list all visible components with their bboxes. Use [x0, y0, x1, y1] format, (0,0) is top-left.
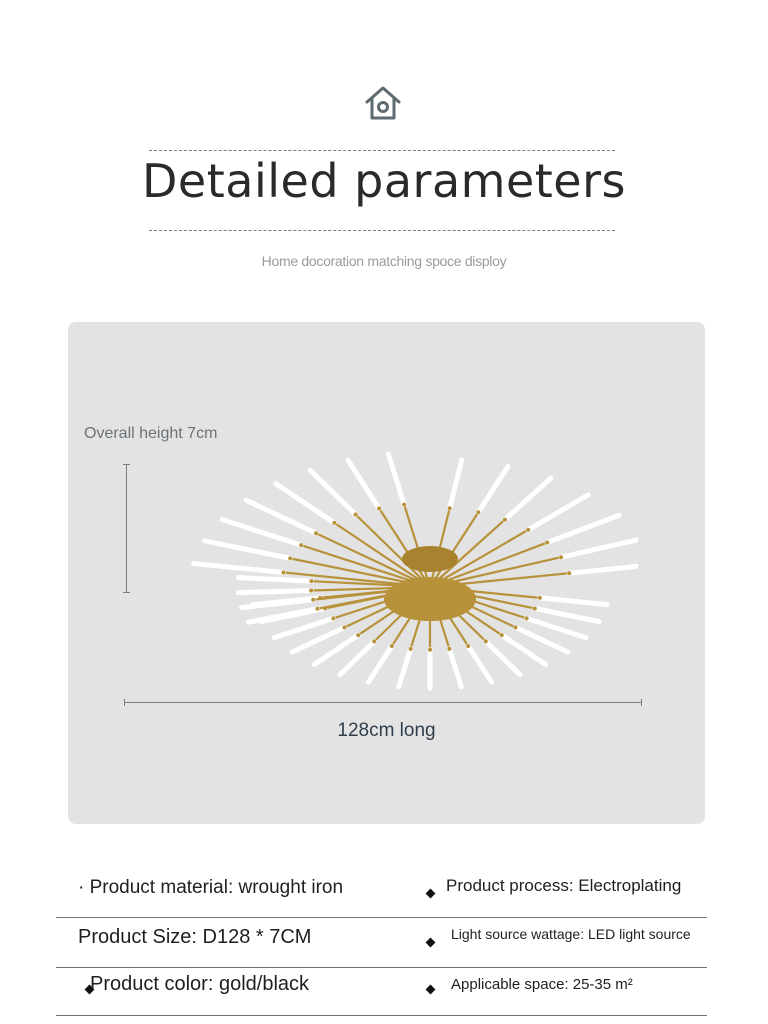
lamp-arm-joint [288, 556, 292, 560]
spec-material [78, 877, 343, 899]
lamp-canopy [384, 577, 476, 621]
lamp-arm-tip [194, 564, 284, 573]
lamp-arm-joint [311, 598, 315, 602]
lamp-arm-joint [377, 506, 381, 510]
lamp-arm-joint [354, 513, 358, 517]
lamp-arm-tip [368, 646, 391, 682]
diamond-bullet-icon [426, 889, 436, 899]
spec-space: Applicable space: 25-35 m² [451, 976, 633, 993]
lamp-arm-joint [299, 543, 303, 547]
lamp-arm-tip [569, 565, 638, 573]
lamp-arm-joint [500, 633, 504, 637]
lamp-arm-joint [343, 625, 347, 629]
diamond-bullet-icon [426, 938, 436, 948]
lamp-arm-joint [309, 579, 313, 583]
lamp-arm-joint [390, 644, 394, 648]
lamp-arm-tip [561, 539, 638, 557]
lamp-arm-joint [309, 589, 313, 593]
lamp-arm-tip [348, 460, 379, 508]
title-divider-bottom [149, 230, 615, 231]
page-subtitle: Home docoration matching spoce disploy [261, 253, 507, 269]
lamp-arm-joint [448, 506, 452, 510]
page-title: Detailed parameters [142, 154, 626, 208]
lamp-arm-tip [540, 598, 607, 605]
height-label: Overall height 7cm [84, 425, 218, 442]
lamp-arm-joint [503, 518, 507, 522]
lamp-arm-tip [478, 466, 508, 512]
spec-process: Product process: Electroplating [446, 876, 682, 895]
lamp-arm-joint [428, 648, 432, 652]
lamp-arm-joint [281, 570, 285, 574]
length-label: 128cm long [337, 720, 436, 741]
spec-divider [56, 917, 707, 918]
lamp-arm-tip [449, 649, 461, 687]
lamp-arm-joint [559, 555, 563, 559]
lamp-arm-tip [399, 649, 411, 687]
lamp-arm-joint [331, 616, 335, 620]
lamp-arm-joint [447, 647, 451, 651]
spec-color: Product color: gold/black [90, 973, 310, 995]
lamp-arm-joint [466, 644, 470, 648]
height-dimension-line [126, 464, 127, 592]
lamp-arm-joint [545, 541, 549, 545]
lamp-arm-tip [388, 454, 404, 505]
lamp-arm-joint [513, 625, 517, 629]
lamp-arm-tip [505, 478, 551, 519]
dimension-panel [68, 322, 705, 824]
lamp-arm-tip [450, 460, 462, 508]
lamp-arm-joint [332, 521, 336, 525]
title-divider-top [149, 150, 615, 151]
lamp-arm-joint [533, 606, 537, 610]
lamp-arm-joint [314, 531, 318, 535]
lamp-arm-tip [310, 470, 356, 514]
lamp-arm-joint [567, 571, 571, 575]
lamp-arm-joint [402, 503, 406, 507]
lamp-arm-joint [525, 616, 529, 620]
ceiling-lamp-illustration [138, 417, 638, 697]
lamp-arm-tip [238, 591, 311, 593]
lamp-arm-joint [356, 633, 360, 637]
lamp-arm-tip [248, 609, 317, 622]
lamp-arm-tip [204, 541, 290, 559]
lamp-arm-joint [538, 596, 542, 600]
house-icon [364, 84, 402, 124]
lamp-arm-joint [315, 607, 319, 611]
diamond-bullet-icon [426, 985, 436, 995]
lamp-arm-tip [547, 515, 619, 542]
height-line-cap-bottom [123, 592, 130, 593]
spec-size: Product Size: D128 * 7CM [78, 926, 312, 948]
bullet-dot: · [78, 877, 90, 898]
lamp-arm-tip [528, 495, 588, 530]
lamp-arm-joint [409, 647, 413, 651]
spec-divider [56, 967, 707, 968]
lamp-arm-joint [476, 510, 480, 514]
lamp-arm-joint [526, 528, 530, 532]
lamp-arm-tip [468, 646, 491, 682]
lamp-canopy-top [402, 546, 458, 572]
length-line-cap-right [641, 699, 642, 706]
length-dimension-line [124, 702, 642, 703]
spec-material-label: Product material: wrought iron [89, 877, 344, 898]
lamp-arm-tip [239, 578, 312, 582]
lamp-arm-joint [372, 639, 376, 643]
spec-divider [56, 1015, 707, 1016]
spec-wattage: Light source wattage: LED light source [451, 926, 691, 942]
lamp-arm-joint [484, 639, 488, 643]
lamp-arm-tip [535, 608, 599, 621]
